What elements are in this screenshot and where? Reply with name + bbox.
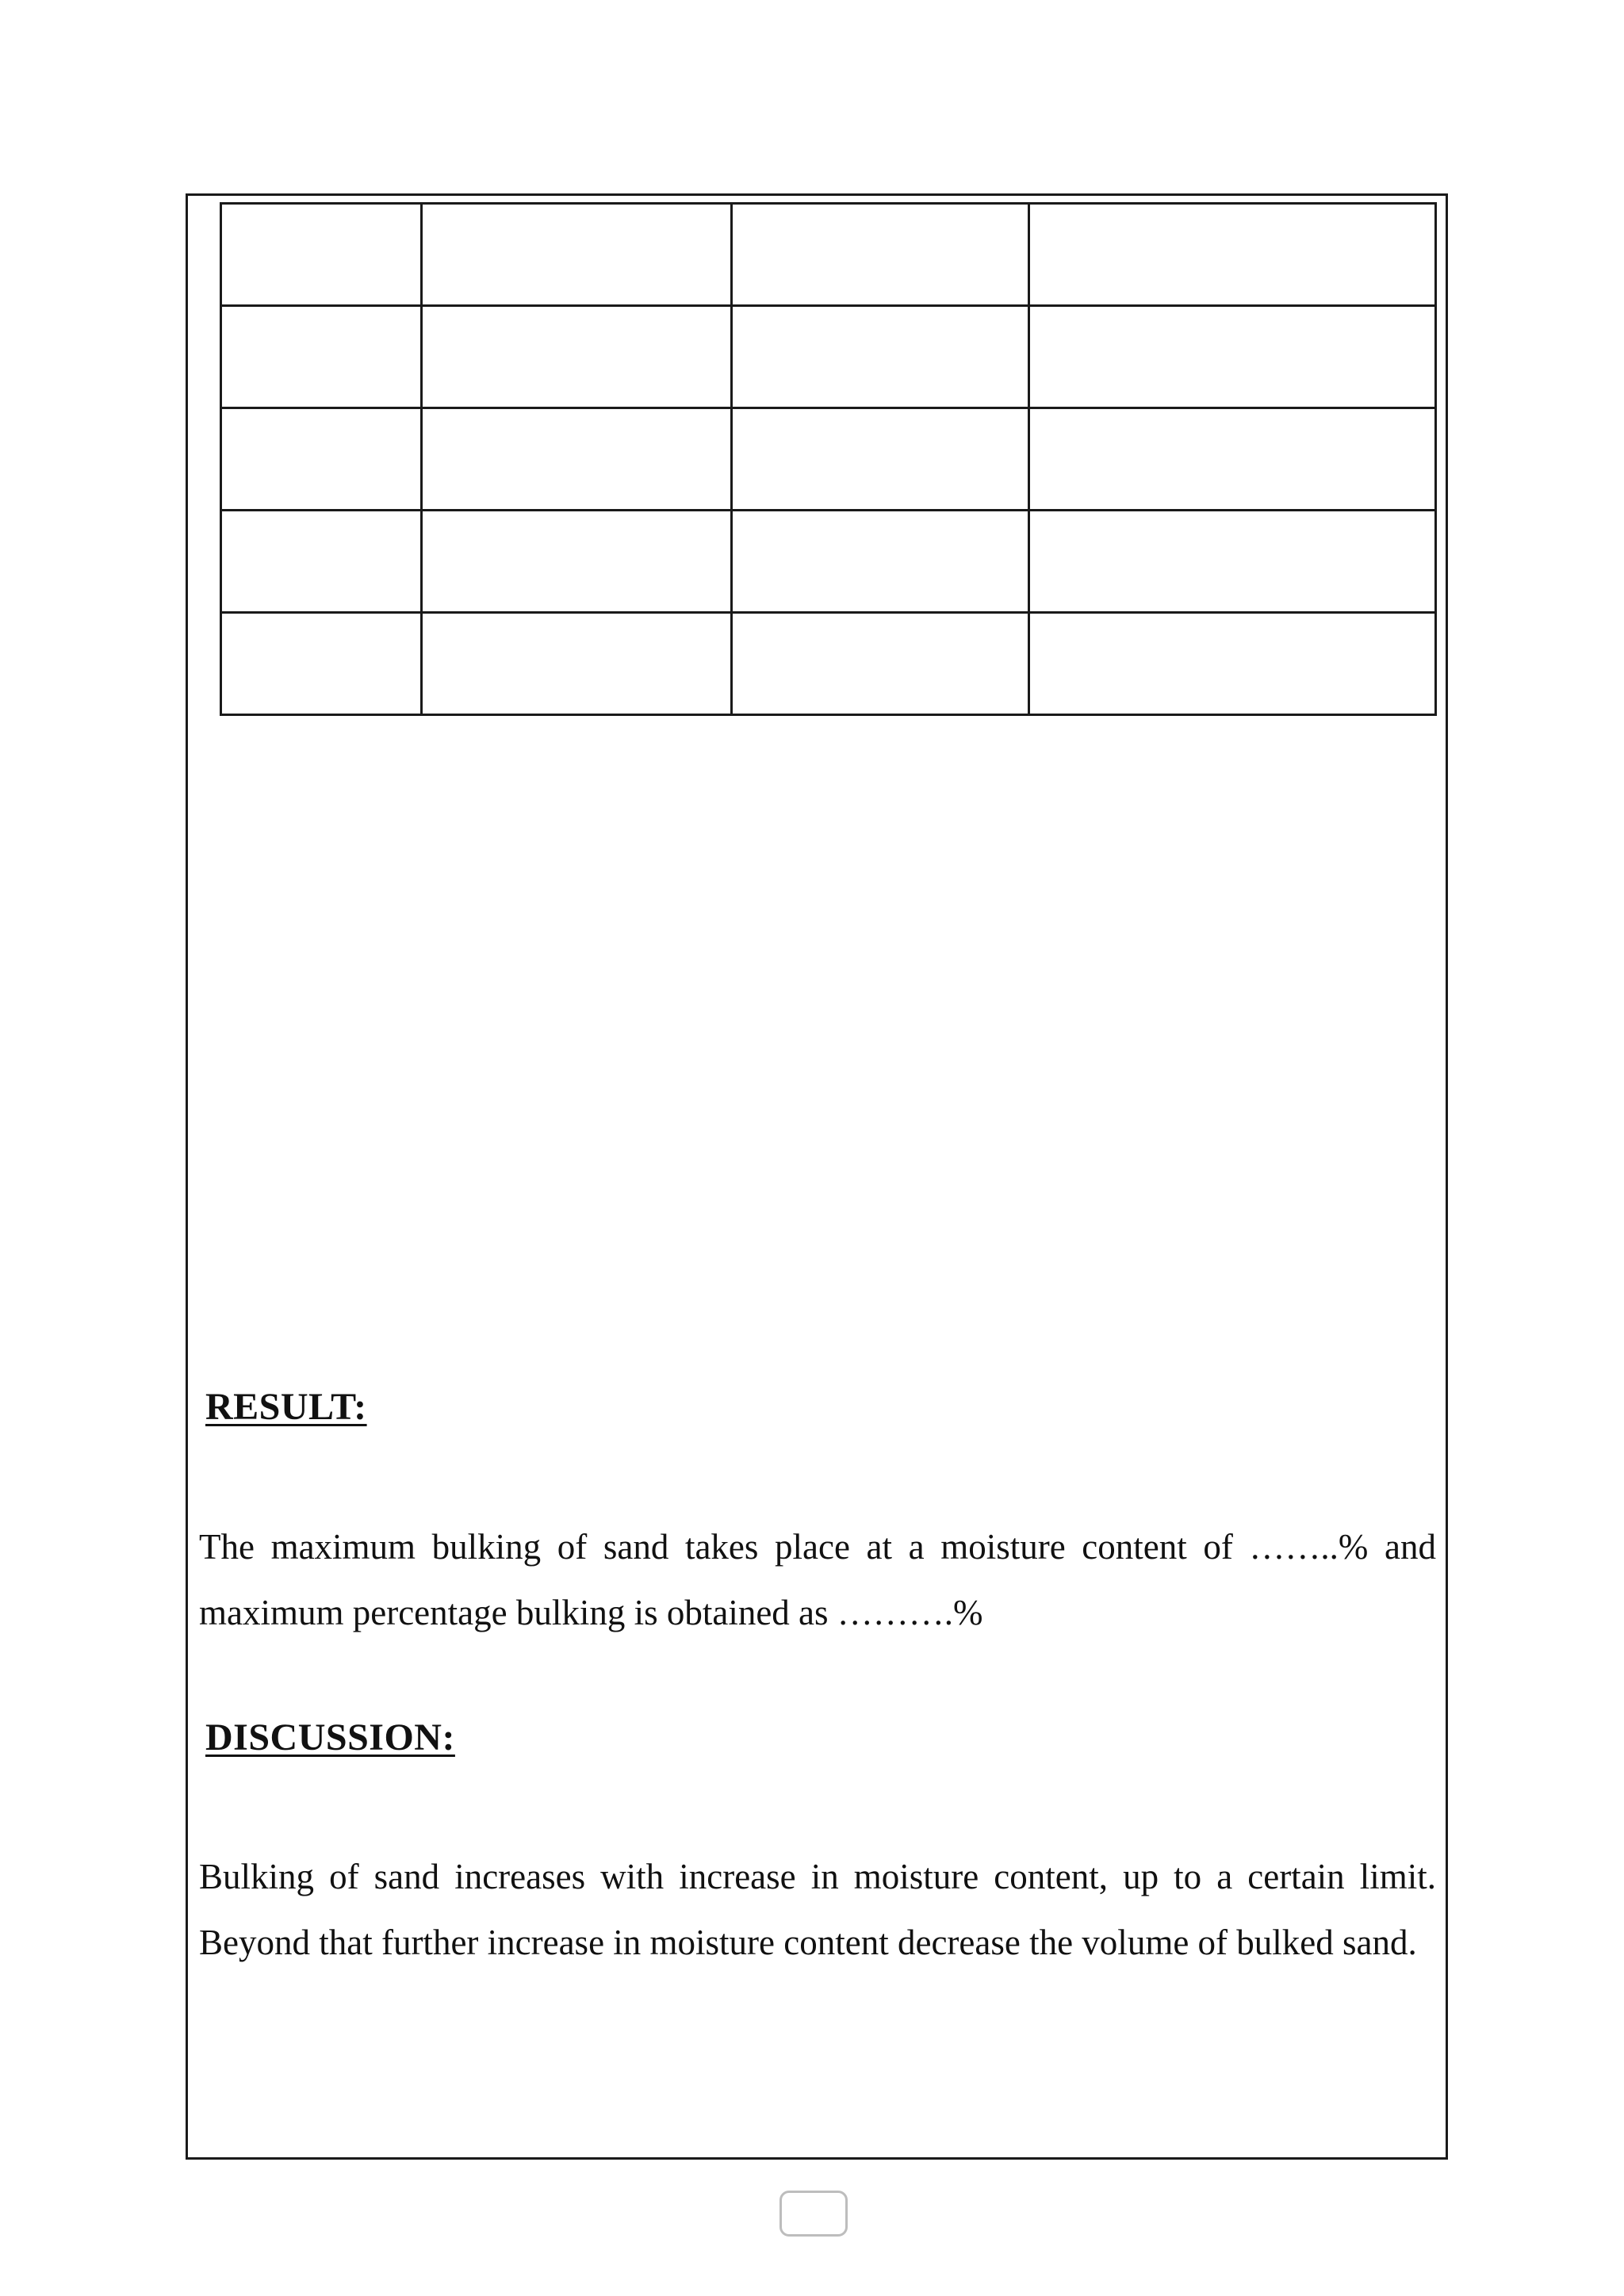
table-cell	[221, 613, 422, 715]
observation-table-body	[221, 204, 1436, 715]
table-cell	[732, 408, 1029, 511]
table-cell	[1029, 511, 1436, 613]
table-row	[221, 306, 1436, 408]
table-cell	[422, 408, 732, 511]
table-cell	[221, 204, 422, 306]
table-cell	[732, 306, 1029, 408]
page-frame	[186, 193, 1448, 2160]
table-cell	[221, 306, 422, 408]
table-cell	[732, 613, 1029, 715]
table-cell	[221, 408, 422, 511]
table-cell	[1029, 306, 1436, 408]
table-row	[221, 511, 1436, 613]
page-number-box	[779, 2191, 848, 2237]
table-row	[221, 613, 1436, 715]
table-cell	[1029, 408, 1436, 511]
observation-table	[220, 202, 1437, 716]
table-row	[221, 408, 1436, 511]
result-heading: RESULT:	[205, 1386, 367, 1428]
result-text: The maximum bulking of sand takes place at a moisture content of ……..% and maximum percentage bulking is obtained as ……….%	[199, 1527, 1436, 1632]
table-cell	[732, 204, 1029, 306]
table-cell	[732, 511, 1029, 613]
discussion-heading: DISCUSSION:	[205, 1716, 455, 1758]
table-cell	[422, 613, 732, 715]
discussion-text: Bulking of sand increases with increase in moisture content, up to a certain limit. Beyond that further increase in moisture content decrease the volume of bulked sand.	[199, 1857, 1436, 1962]
table-cell	[422, 511, 732, 613]
table-row	[221, 204, 1436, 306]
table-cell	[422, 306, 732, 408]
table-cell	[221, 511, 422, 613]
table-cell	[422, 204, 732, 306]
table-cell	[1029, 204, 1436, 306]
table-cell	[1029, 613, 1436, 715]
